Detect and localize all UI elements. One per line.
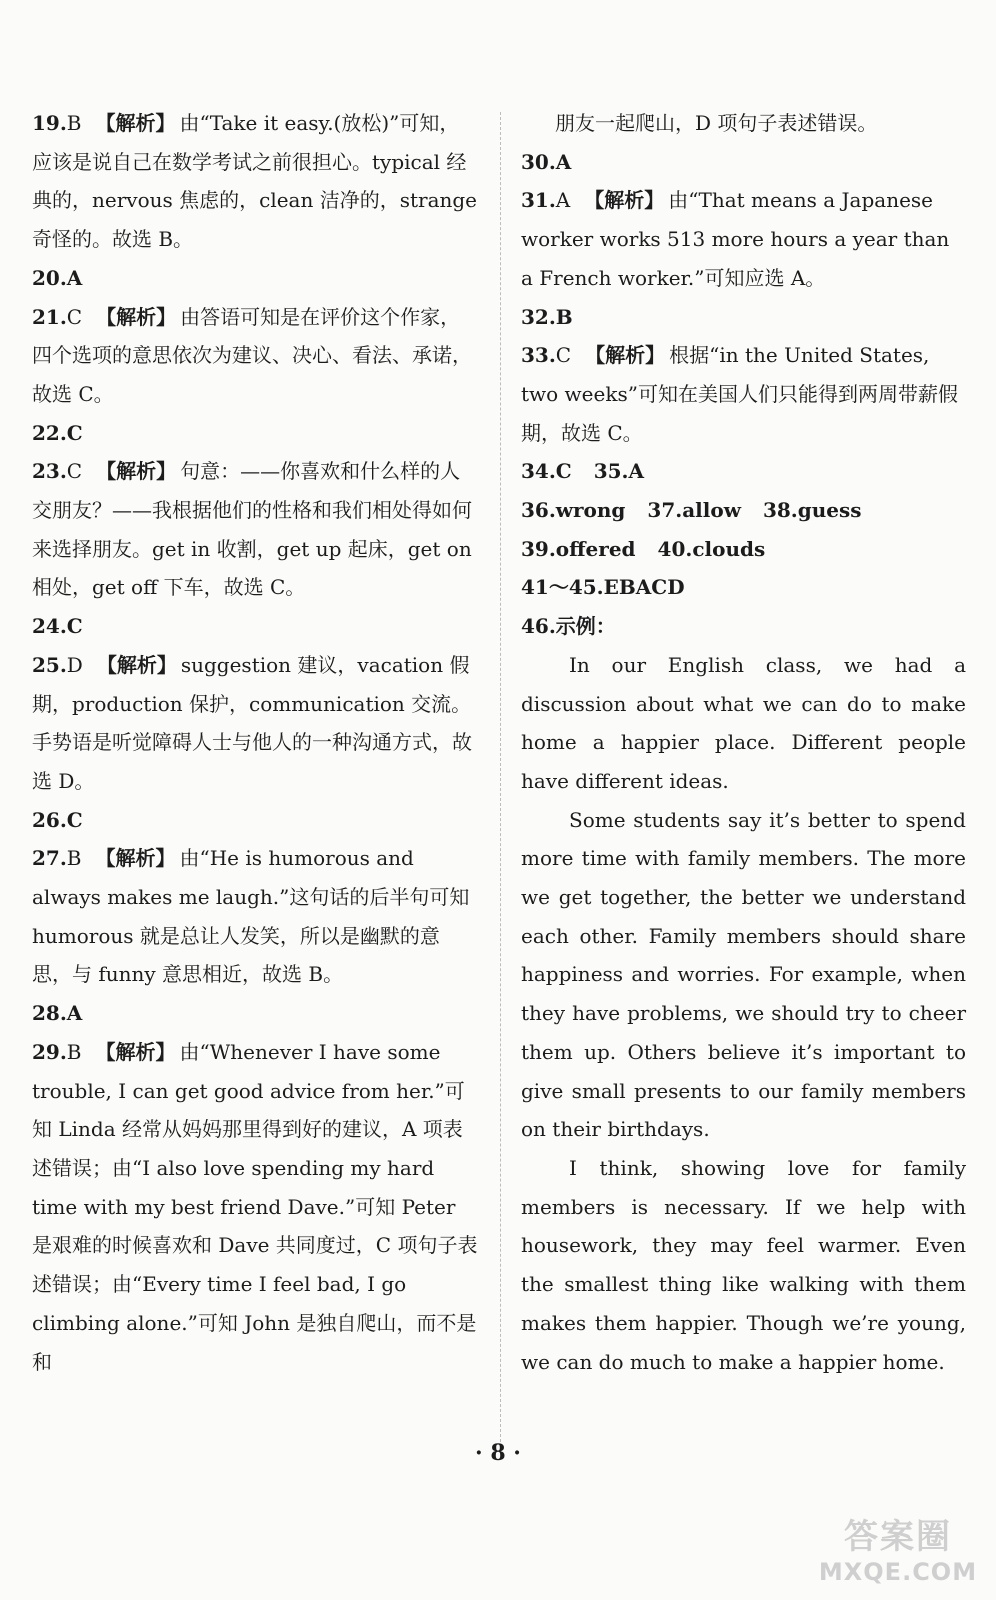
watermark-logo: [818, 1509, 978, 1586]
watermark-logo-text: 答案圈: [844, 1517, 952, 1557]
right-column: [521, 104, 966, 1381]
answer-20: 20.A: [32, 265, 83, 290]
answer-32: 32.B: [521, 304, 573, 329]
answers-36-38: 36.wrong 37.allow 38.guess: [521, 498, 862, 523]
answer-22: 22.C: [32, 420, 83, 445]
answer-31: 31.A 【解析】 由“That means a Japanese worker works 513 more hours a year than a French worker.”可知应选 A。: [521, 188, 950, 290]
answer-29: 29.B 【解析】 由“Whenever I have some trouble, I can get good advice from her.”可知 Linda 经常从妈妈那里得到好的建议，A 项表述错误；由“I also love spending my hard time with my best friend Dave.”可知 Peter 是艰难的时候喜欢和 Dave 共同度过，C 项句子表述错误；由“Every time I feel bad, I go climbing alone.”可知 John 是独自爬山，而不是和: [32, 1039, 478, 1374]
essay-paragraph-2: Some students say it’s better to spend more time with family members. The more we get together, the better we understand each other. Family members should share happiness and worries. For example, when they have problems, we should try to cheer them up. Others believe it’s important to give small presents to our family members on their birthdays.: [521, 807, 966, 1142]
explanation: 由“Whenever I have some trouble, I can get good advice from her.”可知 Linda 经常从妈妈那里得到好的建议，A 项表述错误；由“I also love spending my hard time with my best friend Dave.”可知 Peter 是艰难的时候喜欢和 Dave 共同度过，C 项句子表述错误；由“Every time I feel bad, I go climbing alone.”可知 John 是独自爬山，而不是和: [32, 1039, 478, 1374]
answer-46: 46.示例：: [521, 614, 616, 639]
answers-34-35: 34.C 35.A: [521, 459, 645, 484]
answer-19: 19.B 【解析】 由“Take it easy.(放松)”可知，应该是说自己在数学考试之前很担心。typical 经典的，nervous 焦虑的，clean 洁净的，strange 奇怪的。故选 B。: [32, 111, 478, 252]
page-number: · 8 ·: [475, 1440, 521, 1466]
answer-30: 30.A: [521, 149, 572, 174]
explanation: 由“He is humorous and always makes me laugh.”这句话的后半句可知 humorous 就是总让人发笑，所以是幽默的意思，与 funny 意思相近，故选 B。: [32, 846, 470, 987]
essay-paragraph-3: I think, showing love for family members is necessary. If we help with housework, they may feel warmer. Even the smallest thing like walking with them makes them happier. Though we’re young, we can do much to make a happier home.: [521, 1155, 966, 1374]
answer-29-continued: 朋友一起爬山，D 项句子表述错误。: [555, 111, 878, 135]
column-divider: [500, 112, 501, 1442]
answer-28: 28.A: [32, 1001, 83, 1026]
answer-27: 27.B 【解析】 由“He is humorous and always makes me laugh.”这句话的后半句可知 humorous 就是总让人发笑，所以是幽默的意思，与 funny 意思相近，故选 B。: [32, 846, 470, 987]
left-column: [32, 104, 478, 1381]
answer-24: 24.C: [32, 614, 83, 639]
explanation: 由“That means a Japanese worker works 513 more hours a year than a French worker.”可知应选 A。: [521, 188, 950, 290]
explanation: 由答语可知是在评价这个作家，四个选项的意思依次为建议、决心、看法、承诺，故选 C。: [32, 304, 472, 406]
answer-21: 21.C 【解析】 由答语可知是在评价这个作家，四个选项的意思依次为建议、决心、看法、承诺，故选 C。: [32, 304, 472, 406]
explanation: 根据“in the United States, two weeks”可知在美国人们只能得到两周带薪假期，故选 C。: [521, 343, 958, 445]
watermark-url: MXQE.COM: [818, 1558, 978, 1586]
answer-33: 33.C 【解析】 根据“in the United States, two weeks”可知在美国人们只能得到两周带薪假期，故选 C。: [521, 343, 958, 445]
answers-41-45: 41～45.EBACD: [521, 575, 685, 600]
answer-23: 23.C 【解析】 句意：——你喜欢和什么样的人交朋友？——我根据他们的性格和我们相处得如何来选择朋友。get in 收割，get up 起床，get on 相处，get off 下车，故选 C。: [32, 459, 472, 600]
answer-25: 25.D 【解析】 suggestion 建议，vacation 假期，production 保护，communication 交流。手势语是听觉障碍人士与他人的一种沟通方式，故选 D。: [32, 652, 472, 793]
explanation: suggestion 建议，vacation 假期，production 保护，communication 交流。手势语是听觉障碍人士与他人的一种沟通方式，故选 D。: [32, 652, 472, 793]
essay-paragraph-1: In our English class, we had a discussion about what we can do to make home a happier place. Different people have different ideas.: [521, 652, 966, 793]
explanation: 由“Take it easy.(放松)”可知，应该是说自己在数学考试之前很担心。typical 经典的，nervous 焦虑的，clean 洁净的，strange 奇怪的。故选 B。: [32, 111, 478, 252]
answer-26: 26.C: [32, 807, 83, 832]
answers-39-40: 39.offered 40.clouds: [521, 536, 766, 561]
explanation: 句意：——你喜欢和什么样的人交朋友？——我根据他们的性格和我们相处得如何来选择朋友。get in 收割，get up 起床，get on 相处，get off 下车，故选 C。: [32, 459, 472, 600]
